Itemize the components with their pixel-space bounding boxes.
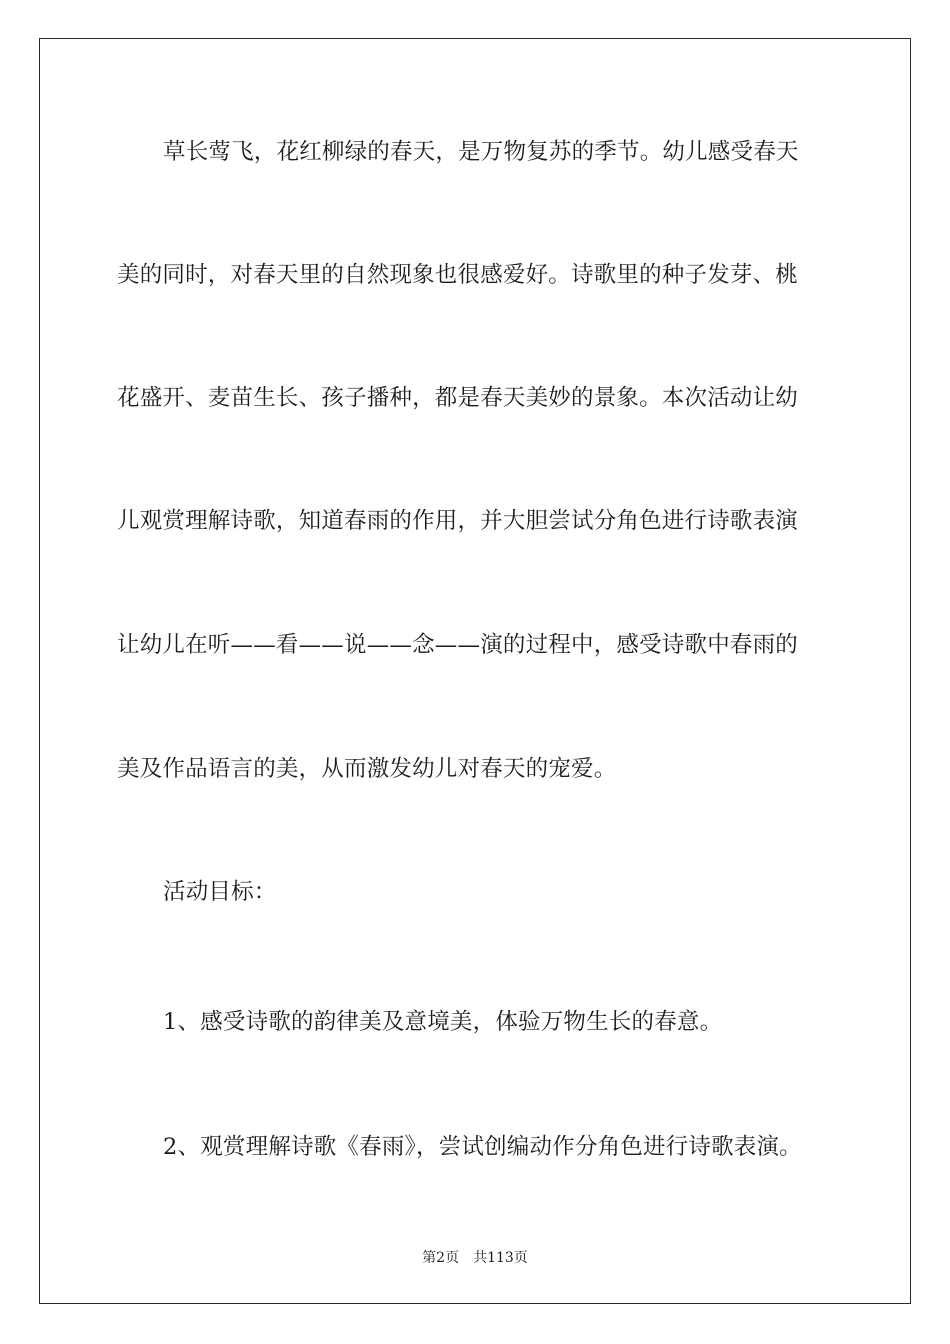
page-border	[39, 38, 911, 1304]
paragraph-line-6: 美及作品语言的美，从而激发幼儿对春天的宠爱。	[117, 756, 617, 782]
section-heading: 活动目标：	[163, 879, 277, 905]
paragraph-line-2: 美的同时，对春天里的自然现象也很感爱好。诗歌里的种子发芽、桃	[117, 262, 799, 288]
paragraph-line-5: 让幼儿在听——看——说——念——演的过程中，感受诗歌中春雨的	[117, 632, 799, 658]
page-footer	[0, 1249, 950, 1267]
page-number: 第2页	[422, 1250, 460, 1266]
paragraph-line-4: 儿观赏理解诗歌，知道春雨的作用，并大胆尝试分角色进行诗歌表演	[117, 508, 799, 534]
page-total: 共113页	[473, 1250, 528, 1266]
paragraph-line-1: 草长莺飞，花红柳绿的春天，是万物复苏的季节。幼儿感受春天	[163, 139, 799, 165]
paragraph-line-3: 花盛开、麦苗生长、孩子播种，都是春天美妙的景象。本次活动让幼	[117, 385, 799, 411]
goal-item-1: 1、感受诗歌的韵律美及意境美，体验万物生长的春意。	[163, 1009, 723, 1035]
goal-item-2: 2、观赏理解诗歌《春雨》，尝试创编动作分角色进行诗歌表演。	[163, 1134, 802, 1160]
